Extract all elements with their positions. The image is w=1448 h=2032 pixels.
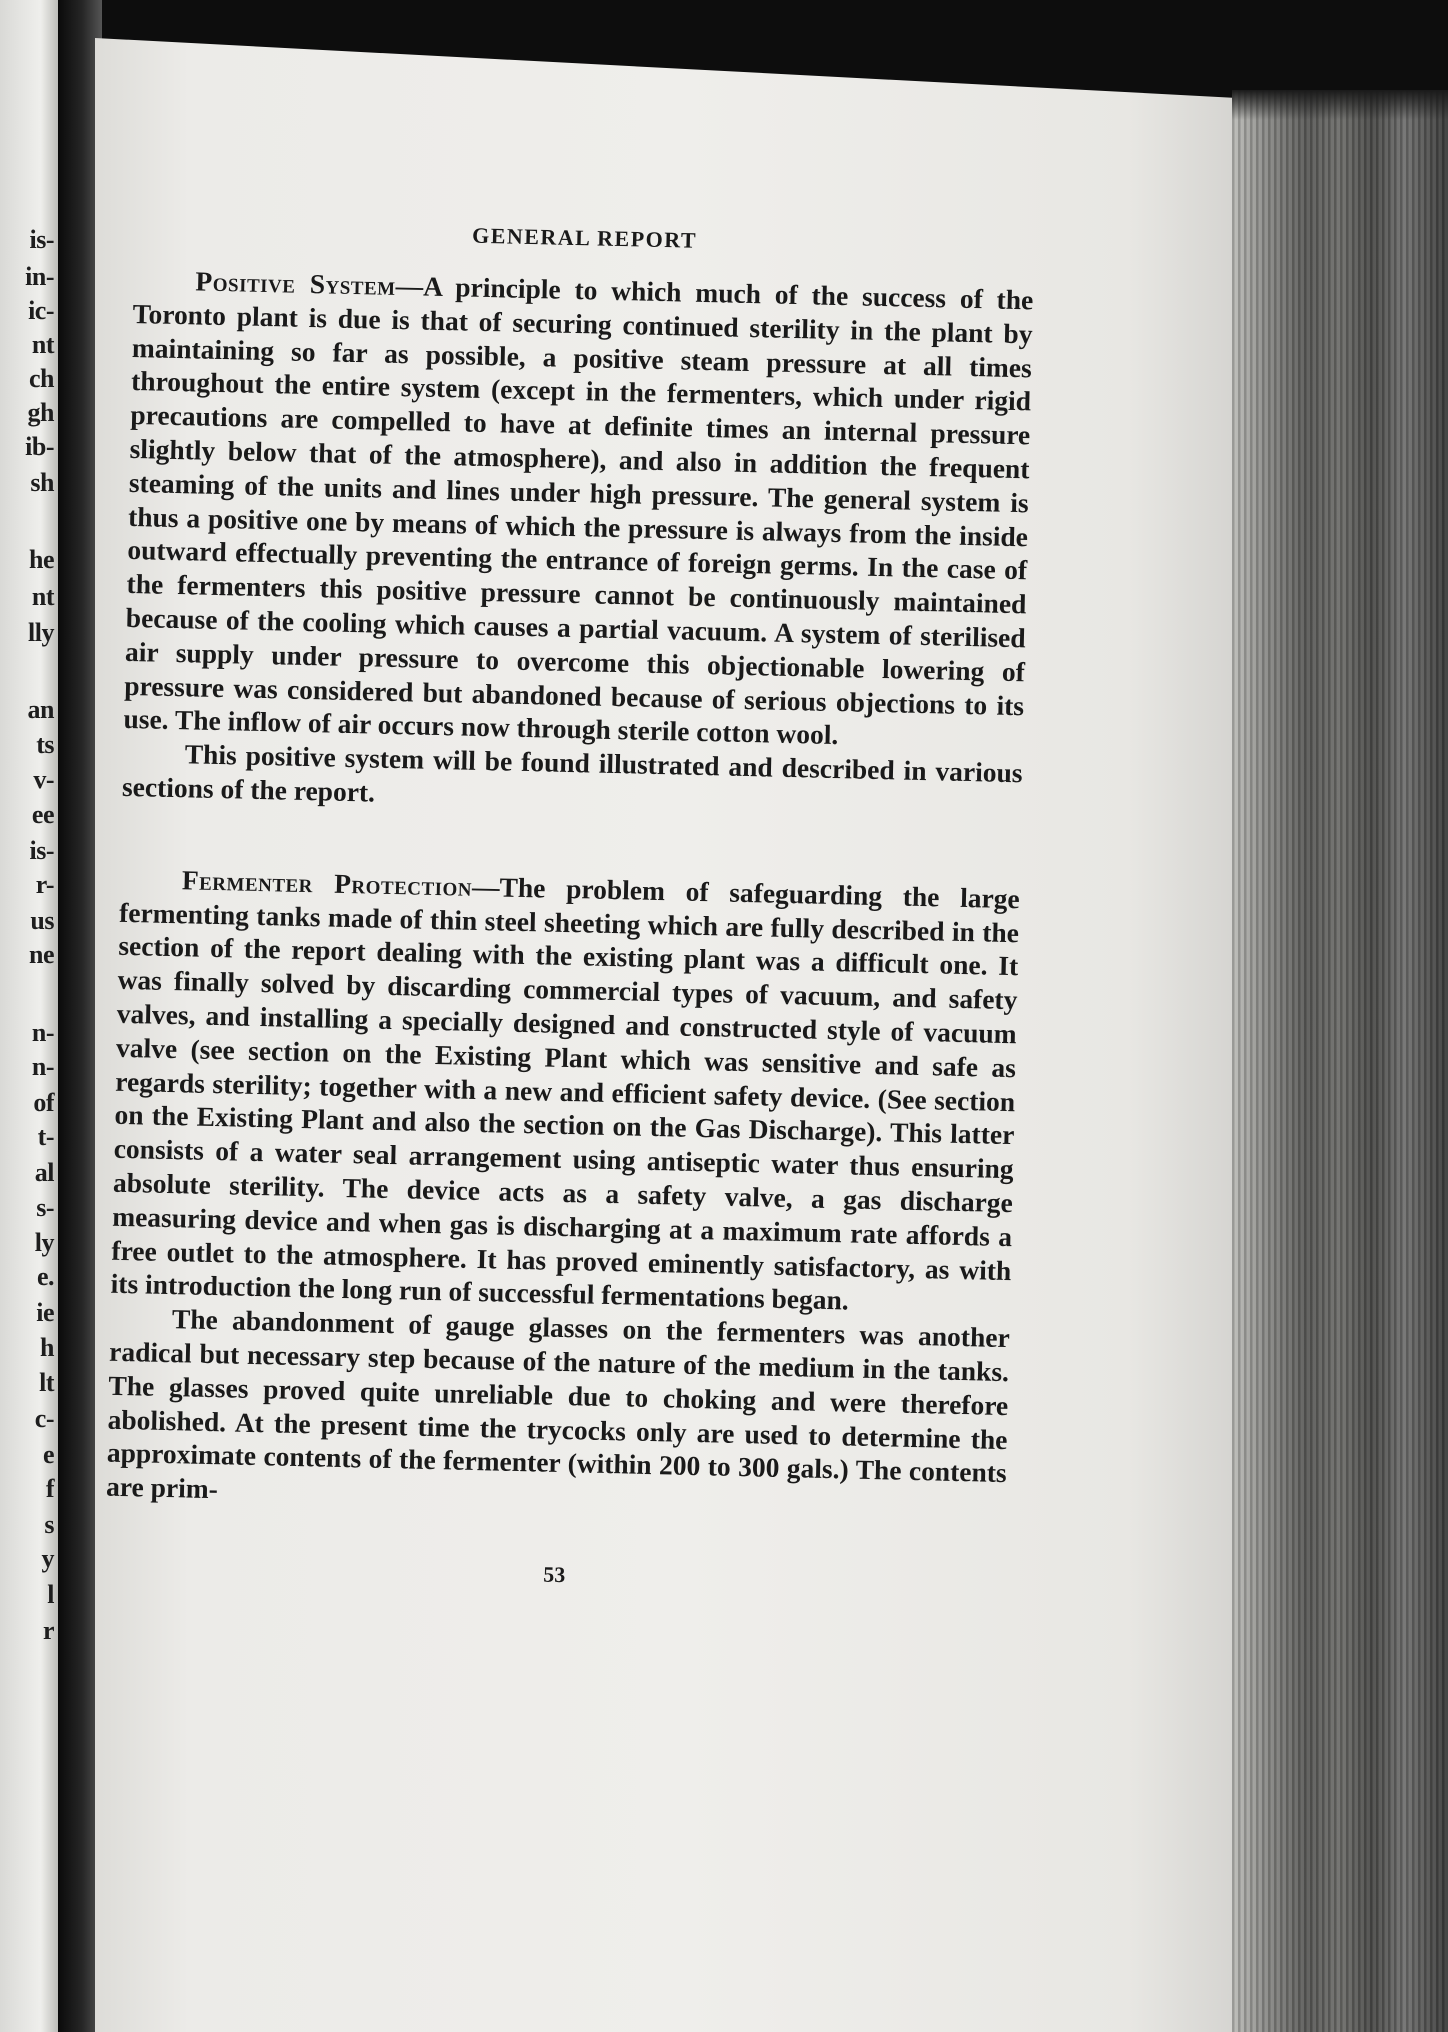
paragraph-gauge-glasses — [106, 1301, 1010, 1524]
left-page-fragment: ic- — [28, 296, 54, 325]
left-page-fragment: of — [33, 1088, 54, 1117]
left-page-fragment: t- — [37, 1122, 54, 1151]
left-page-fragment: r- — [35, 870, 54, 899]
paragraph-text: This positive system will be found illustrated and described in various sections of the report. — [121, 738, 1023, 808]
left-page-fragment: ie — [36, 1298, 54, 1327]
left-page-fragment: ts — [36, 730, 54, 759]
left-page-fragment: s- — [36, 1193, 54, 1222]
left-page-fragment: n- — [31, 1018, 54, 1047]
left-page-fragment: ly — [34, 1228, 54, 1257]
left-page-fragment: is- — [29, 225, 54, 254]
left-page-fragment: v- — [33, 765, 54, 794]
left-page-fragment: c- — [34, 1404, 54, 1433]
section-heading: Positive System — [195, 265, 397, 301]
left-page-fragment: he — [29, 545, 54, 574]
left-page-fragment: r — [42, 1616, 54, 1645]
left-page-fragment: e — [42, 1440, 54, 1469]
left-page-fragment: is- — [29, 836, 54, 865]
running-head: GENERAL REPORT — [471, 222, 698, 253]
section-heading: Fermenter Protection — [181, 863, 473, 902]
paragraph-fermenter-protection — [110, 862, 1020, 1322]
left-page-fragment: in- — [25, 262, 54, 291]
left-page-fragment: gh — [27, 398, 54, 427]
left-page-fragment: n- — [31, 1052, 54, 1081]
left-page-fragment: nt — [31, 330, 54, 359]
left-page-fragment: lly — [28, 618, 54, 647]
left-page-strip — [0, 0, 58, 2032]
left-page-fragment: s — [44, 1510, 54, 1539]
paragraph-positive-system — [123, 263, 1034, 756]
left-page-fragment: al — [34, 1158, 54, 1187]
page-text-block — [104, 215, 1035, 1598]
left-page-fragment: ch — [29, 364, 54, 393]
left-page-fragment: f — [45, 1474, 54, 1503]
left-page-fragment: lt — [39, 1368, 54, 1397]
left-page-fragment: an — [27, 695, 54, 724]
left-page-fragment: h — [40, 1333, 54, 1362]
book-fore-edge — [1232, 90, 1448, 2032]
left-page-fragment: sh — [30, 468, 54, 497]
paragraph-text: —A principle to which much of the success of the Toronto plant is due is that of securing continued sterility in the plant by maintaining so far as possible, a positive steam pressure at all times throughout the entire system (except in the fermenters, which under rigid precautions are compelled to have at definite times an internal pressure slightly below that of the atmosphere), and also in addition the frequent steaming of the units and lines under high pressure. The general system is thus a positive one by means of which the pressure is always from the inside outward effectually preventing the entrance of foreign germs. In the case of the fermenters this positive pressure cannot be continuously maintained because of the cooling which causes a partial vacuum. A system of sterilised air supply under pressure to overcome this objectionable lowering of pressure was considered but abandoned because of serious objections to its use. The inflow of air occurs now through sterile cotton wool. — [123, 269, 1034, 751]
left-page-fragment: us — [30, 906, 54, 935]
left-page-fragment: nt — [31, 582, 54, 611]
left-page-fragment: l — [47, 1580, 54, 1609]
page-number: 53 — [542, 1561, 566, 1587]
paragraph-text: The abandonment of gauge glasses on the fermenters was another radical but necessary step because of the nature of the medium in the tanks. The glasses proved quite unreliable due to choking and were therefore abolished. At the present time the trycocks only are used to determine the approximate contents of the fermenter (within 200 to 300 gals.) The contents are prim- — [105, 1303, 1011, 1505]
left-page-fragment: y — [41, 1544, 54, 1573]
paragraph-text: —The problem of safeguarding the large fermenting tanks made of thin steel sheeting which are fully described in the section of the report dealing with the existing plant was a difficult one. It was finally solved by discarding commercial types of vacuum, and safety valves, and installing a specially designed and constructed style of vacuum valve (see section on the Existing Plant which was sensitive and safe as regards sterility; together with a new and efficient safety device. (See section on the Existing Plant and also the section on the Gas Discharge). This latter consists of a water seal arrangement using antiseptic water thus ensuring absolute sterility. The device acts as a safety valve, a gas discharge measuring device and when gas is discharging at a maximum rate affords a free outlet to the atmosphere. It has proved eminently satisfactory, as with its introduction the long run of successful fermentations began. — [110, 870, 1021, 1316]
left-page-fragment: ne — [29, 940, 54, 969]
left-page-fragment: ib- — [25, 432, 54, 461]
left-page-fragment: e. — [36, 1262, 54, 1291]
left-page-fragment: ee — [31, 800, 54, 829]
